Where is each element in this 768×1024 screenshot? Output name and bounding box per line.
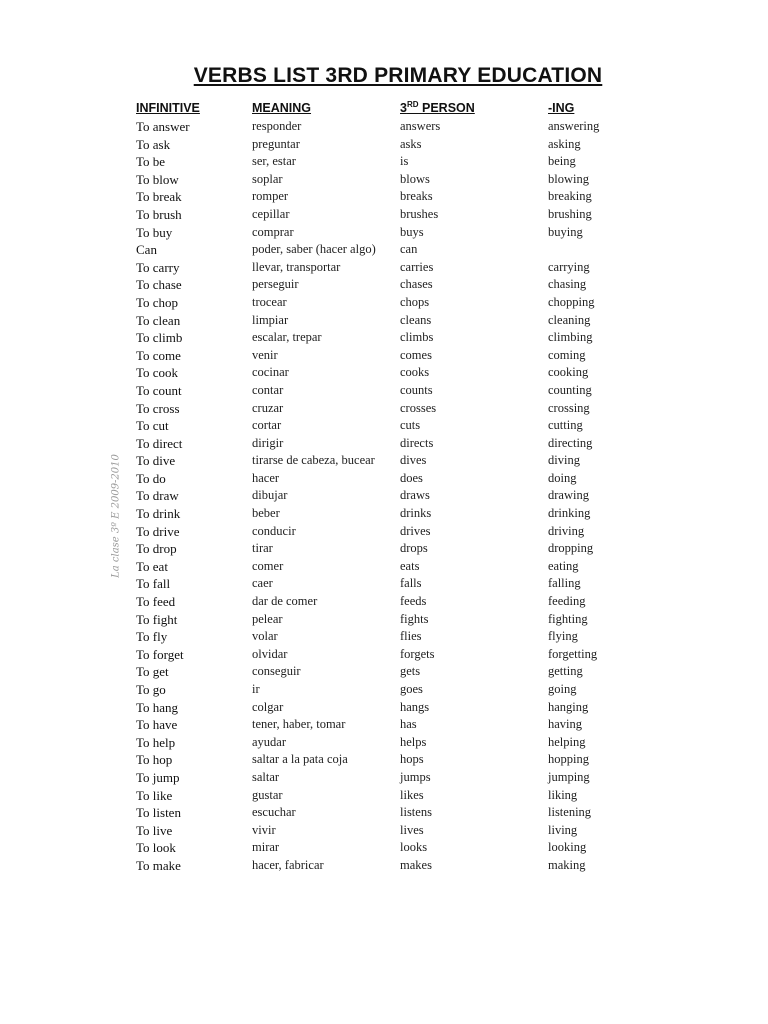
table-row <box>136 435 616 453</box>
table-row <box>136 839 616 857</box>
cell-infinitive: To fall <box>136 576 171 592</box>
cell-infinitive: To do <box>136 470 166 486</box>
cell-infinitive: To dive <box>136 453 176 469</box>
cell-ing: making <box>548 857 586 872</box>
table-row <box>136 558 616 576</box>
table-row <box>136 294 616 312</box>
cell-ing: buying <box>548 224 583 239</box>
cell-meaning: poder, saber (hacer algo) <box>252 242 376 257</box>
cell-third: likes <box>400 787 424 802</box>
cell-meaning: conseguir <box>252 664 301 679</box>
cell-meaning: cortar <box>252 418 282 433</box>
cell-third: hops <box>400 752 424 767</box>
cell-ing <box>548 241 616 259</box>
cell-third: flies <box>400 629 422 644</box>
cell-third: chops <box>400 294 430 309</box>
cell-third: drops <box>400 541 428 556</box>
cell-ing: cooking <box>548 365 589 380</box>
table-row <box>136 646 616 664</box>
cell-infinitive: To drop <box>136 541 177 557</box>
cell-ing: driving <box>548 523 585 538</box>
cell-third: crosses <box>400 400 437 415</box>
table-row <box>136 118 616 136</box>
page-title: VERBS LIST 3RD PRIMARY EDUCATION <box>193 64 603 87</box>
cell-infinitive: To forget <box>136 646 184 662</box>
header-third-suffix: PERSON <box>418 101 475 115</box>
cell-meaning: conducir <box>252 523 296 538</box>
cell-third: hangs <box>400 699 430 714</box>
cell-infinitive: To answer <box>136 119 190 134</box>
cell-third: carries <box>400 259 434 274</box>
cell-infinitive: To cut <box>136 418 169 434</box>
cell-ing: chopping <box>548 294 595 309</box>
cell-third: breaks <box>400 189 433 204</box>
cell-third: feeds <box>400 594 427 609</box>
cell-third: chases <box>400 277 433 292</box>
cell-ing: carrying <box>548 259 590 274</box>
table-row <box>136 153 616 171</box>
cell-ing: liking <box>548 787 578 802</box>
cell-third: cleans <box>400 312 432 327</box>
cell-meaning: ser, estar <box>252 154 296 169</box>
cell-third: fights <box>400 611 429 626</box>
cell-infinitive: To chop <box>136 294 179 310</box>
table-row <box>136 734 616 752</box>
cell-ing: going <box>548 682 577 696</box>
side-note: La clase 3º E 2009-2010 <box>110 454 122 578</box>
cell-infinitive: To buy <box>136 224 173 240</box>
cell-ing: doing <box>548 470 577 485</box>
verbs-table <box>136 98 616 875</box>
cell-meaning: saltar a la pata coja <box>252 752 348 767</box>
table-row <box>136 804 616 822</box>
cell-ing: breaking <box>548 189 592 204</box>
cell-infinitive: To climb <box>136 330 183 346</box>
cell-meaning: cruzar <box>252 400 284 415</box>
table-row <box>136 716 616 734</box>
cell-meaning: pelear <box>252 611 283 626</box>
table-row <box>136 681 616 699</box>
cell-meaning: dibujar <box>252 488 288 503</box>
cell-meaning: mirar <box>252 840 280 855</box>
table-row <box>136 505 616 523</box>
cell-ing: cleaning <box>548 312 591 327</box>
header-meaning: MEANING <box>252 101 312 115</box>
table-row <box>136 364 616 382</box>
cell-third: listens <box>400 805 432 820</box>
cell-infinitive: To jump <box>136 769 180 785</box>
cell-third: forgets <box>400 646 435 661</box>
cell-ing: helping <box>548 734 586 749</box>
table-row <box>136 663 616 681</box>
header-infinitive: INFINITIVE <box>136 101 200 115</box>
cell-ing: crossing <box>548 400 590 415</box>
cell-infinitive: To make <box>136 857 181 873</box>
cell-infinitive: To listen <box>136 805 181 821</box>
cell-infinitive: To direct <box>136 435 183 451</box>
cell-meaning: hacer <box>252 470 280 485</box>
cell-infinitive: To get <box>136 664 169 680</box>
cell-meaning: limpiar <box>252 312 289 327</box>
table-row <box>136 276 616 294</box>
table-row <box>136 628 616 646</box>
table-row <box>136 136 616 154</box>
cell-third: looks <box>400 840 428 855</box>
table-row <box>136 787 616 805</box>
header-third-sup: RD <box>406 100 419 109</box>
cell-ing: having <box>548 717 583 732</box>
cell-meaning: venir <box>252 347 278 362</box>
cell-third: buys <box>400 224 424 239</box>
cell-infinitive: To have <box>136 717 178 733</box>
cell-ing: drawing <box>548 488 589 503</box>
cell-ing: blowing <box>548 171 589 186</box>
cell-third: cooks <box>400 365 430 380</box>
cell-infinitive: To hop <box>136 752 173 768</box>
cell-meaning: comprar <box>252 224 294 239</box>
table-row <box>136 347 616 365</box>
table-row <box>136 224 616 242</box>
cell-meaning: caer <box>252 576 273 591</box>
cell-third: helps <box>400 734 427 749</box>
cell-ing: hanging <box>548 699 589 714</box>
cell-meaning: tener, haber, tomar <box>252 717 346 732</box>
cell-ing: flying <box>548 629 578 644</box>
cell-infinitive: To clean <box>136 312 181 328</box>
cell-meaning: escalar, trepar <box>252 330 322 345</box>
cell-ing: living <box>548 822 578 837</box>
table-row <box>136 575 616 593</box>
header-ing: -ING <box>548 101 575 115</box>
cell-third: is <box>400 154 409 169</box>
cell-ing: diving <box>548 453 580 468</box>
cell-meaning: ayudar <box>252 734 287 749</box>
cell-third: draws <box>400 488 430 503</box>
cell-meaning: contar <box>252 382 284 397</box>
cell-meaning: soplar <box>252 171 283 186</box>
cell-infinitive: To go <box>136 682 166 697</box>
cell-meaning: saltar <box>252 769 280 784</box>
table-row <box>136 206 616 224</box>
table-row <box>136 329 616 347</box>
cell-meaning: trocear <box>252 294 287 309</box>
cell-ing: listening <box>548 805 592 820</box>
cell-meaning: escuchar <box>252 805 296 820</box>
cell-infinitive: To brush <box>136 206 182 222</box>
cell-meaning: tirarse de cabeza, bucear <box>252 453 375 468</box>
cell-ing: asking <box>548 136 581 151</box>
cell-third: directs <box>400 435 434 450</box>
cell-third: does <box>400 470 423 485</box>
table-row <box>136 382 616 400</box>
cell-ing: chasing <box>548 277 587 292</box>
cell-third: cuts <box>400 418 421 433</box>
cell-ing: eating <box>548 558 579 573</box>
table-row <box>136 171 616 189</box>
cell-ing: falling <box>548 576 581 591</box>
cell-ing: hopping <box>548 752 589 767</box>
cell-third: brushes <box>400 206 439 221</box>
cell-infinitive: To help <box>136 734 176 750</box>
cell-infinitive: To eat <box>136 558 168 574</box>
cell-meaning: perseguir <box>252 277 299 292</box>
cell-ing: getting <box>548 664 583 679</box>
cell-ing: counting <box>548 382 592 397</box>
cell-third: gets <box>400 664 421 679</box>
cell-third: makes <box>400 857 432 872</box>
cell-third: falls <box>400 576 422 591</box>
table-row <box>136 470 616 488</box>
table-row <box>136 611 616 629</box>
cell-ing: being <box>548 154 576 169</box>
cell-meaning: olvidar <box>252 646 288 661</box>
cell-meaning: dar de comer <box>252 594 318 609</box>
table-row <box>136 188 616 206</box>
cell-meaning: cocinar <box>252 365 289 380</box>
cell-ing: answering <box>548 119 600 133</box>
cell-infinitive: To fight <box>136 611 178 627</box>
cell-third: comes <box>400 347 432 362</box>
cell-meaning: llevar, transportar <box>252 259 341 274</box>
cell-infinitive: To ask <box>136 136 171 152</box>
cell-ing: cutting <box>548 418 583 433</box>
header-third-person <box>400 98 548 118</box>
cell-meaning: comer <box>252 558 284 573</box>
table-row <box>136 259 616 277</box>
cell-infinitive: To carry <box>136 259 180 275</box>
cell-infinitive: To cook <box>136 365 179 381</box>
cell-infinitive: To like <box>136 787 173 803</box>
cell-meaning: vivir <box>252 822 276 837</box>
cell-infinitive: To break <box>136 189 182 205</box>
cell-meaning: preguntar <box>252 136 300 151</box>
cell-infinitive: To chase <box>136 277 182 293</box>
header-row <box>136 98 616 118</box>
cell-ing: dropping <box>548 541 594 556</box>
cell-meaning: gustar <box>252 787 283 802</box>
table-row <box>136 487 616 505</box>
cell-infinitive: To hang <box>136 699 179 715</box>
table-row <box>136 417 616 435</box>
cell-meaning: dirigir <box>252 435 284 450</box>
cell-third: lives <box>400 822 424 837</box>
cell-ing: directing <box>548 435 593 450</box>
cell-infinitive: To look <box>136 840 176 856</box>
header-third-prefix: 3 <box>400 101 407 115</box>
cell-meaning: colgar <box>252 699 284 714</box>
cell-ing: brushing <box>548 206 592 221</box>
cell-meaning: responder <box>252 119 302 133</box>
cell-infinitive: To feed <box>136 594 176 610</box>
cell-infinitive: To drive <box>136 523 180 539</box>
cell-infinitive: To come <box>136 347 181 363</box>
cell-third: can <box>400 242 418 257</box>
cell-meaning: hacer, fabricar <box>252 857 324 872</box>
cell-ing: coming <box>548 347 586 362</box>
cell-ing: forgetting <box>548 646 598 661</box>
cell-third: drives <box>400 523 431 538</box>
cell-infinitive: To blow <box>136 171 179 187</box>
cell-infinitive: To drink <box>136 506 181 522</box>
table-row <box>136 857 616 875</box>
cell-third: dives <box>400 453 427 468</box>
table-row <box>136 751 616 769</box>
cell-infinitive: To fly <box>136 629 168 645</box>
table-row <box>136 523 616 541</box>
cell-infinitive: To cross <box>136 400 180 416</box>
table-row <box>136 699 616 717</box>
cell-meaning: volar <box>252 629 278 644</box>
cell-infinitive: To live <box>136 822 173 838</box>
cell-infinitive: To draw <box>136 488 179 504</box>
table-row <box>136 400 616 418</box>
cell-third: answers <box>400 119 441 133</box>
cell-third: eats <box>400 558 420 573</box>
cell-ing: feeding <box>548 594 586 609</box>
table-row <box>136 822 616 840</box>
cell-third: goes <box>400 682 423 696</box>
cell-meaning: ir <box>252 682 260 696</box>
cell-meaning: romper <box>252 189 289 204</box>
cell-ing: jumping <box>548 769 590 784</box>
cell-infinitive: To be <box>136 154 166 170</box>
table-row <box>136 769 616 787</box>
cell-third: blows <box>400 171 430 186</box>
cell-ing: climbing <box>548 330 593 345</box>
table-row <box>136 452 616 470</box>
cell-ing: fighting <box>548 611 588 626</box>
cell-meaning: tirar <box>252 541 273 556</box>
cell-infinitive: To count <box>136 382 182 398</box>
cell-meaning: cepillar <box>252 206 290 221</box>
cell-infinitive: Can <box>136 242 157 258</box>
cell-ing: looking <box>548 840 587 855</box>
table-row <box>136 593 616 611</box>
cell-ing: drinking <box>548 506 591 521</box>
cell-third: jumps <box>400 769 431 784</box>
table-row <box>136 540 616 558</box>
cell-third: drinks <box>400 506 432 521</box>
cell-third: climbs <box>400 330 434 345</box>
cell-third: has <box>400 717 417 732</box>
table-row <box>136 241 616 259</box>
cell-third: counts <box>400 382 433 397</box>
table-row <box>136 312 616 330</box>
cell-meaning: beber <box>252 506 280 521</box>
cell-third: asks <box>400 136 422 151</box>
